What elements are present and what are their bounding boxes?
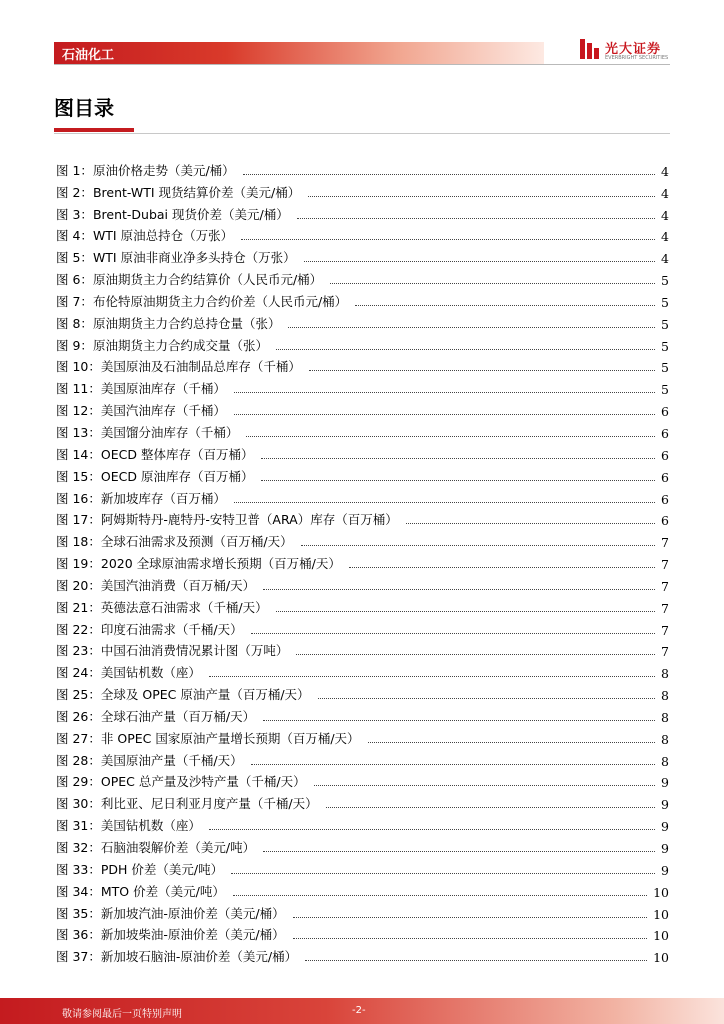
toc-entry-page: 7 xyxy=(661,578,669,594)
section-label: 石油化工 xyxy=(62,48,115,63)
toc-entry-label: 图 2： xyxy=(56,184,93,200)
brand-logo xyxy=(577,37,673,67)
toc-leader-dots xyxy=(233,895,647,896)
toc-entry[interactable] xyxy=(56,790,669,812)
toc-entry-title: WTI 原油非商业净多头持仓（万张） xyxy=(92,250,296,266)
toc-entry-page: 8 xyxy=(661,666,669,682)
toc-entry-title: 原油期货主力合约结算价（人民币元/桶） xyxy=(92,272,323,288)
toc-entry[interactable] xyxy=(56,179,669,201)
toc-entry-title: 新加坡汽油-原油价差（美元/桶） xyxy=(100,905,285,921)
toc-leader-dots xyxy=(234,502,655,503)
toc-entry-page: 6 xyxy=(661,404,669,420)
toc-entry-page: 5 xyxy=(661,273,669,289)
toc-leader-dots xyxy=(330,283,655,284)
figure-table-of-contents xyxy=(56,157,669,965)
toc-entry-page: 9 xyxy=(661,775,669,791)
toc-entry-title: 全球石油产量（百万桶/天） xyxy=(100,708,256,724)
toc-entry-label: 图 5： xyxy=(56,250,93,266)
brand-mark-icon xyxy=(577,37,601,61)
toc-leader-dots xyxy=(301,545,655,546)
toc-entry[interactable] xyxy=(56,375,669,397)
toc-entry-page: 7 xyxy=(661,600,669,616)
toc-entry-title: Brent-WTI 现货结算价差（美元/桶） xyxy=(92,184,301,200)
toc-leader-dots xyxy=(305,960,647,961)
toc-leader-dots xyxy=(355,305,655,306)
toc-leader-dots xyxy=(296,654,655,655)
toc-entry[interactable] xyxy=(56,638,669,660)
toc-entry-page: 6 xyxy=(661,513,669,529)
toc-entry-label: 图 29： xyxy=(56,774,101,790)
toc-entry-label: 图 9： xyxy=(56,337,93,353)
toc-entry-title: 美国原油库存（千桶） xyxy=(100,381,226,397)
toc-entry-page: 8 xyxy=(661,688,669,704)
toc-entry-label: 图 24： xyxy=(56,665,101,681)
toc-entry-label: 图 37： xyxy=(56,949,101,965)
toc-entry-title: 原油期货主力合约总持仓量（张） xyxy=(92,315,281,331)
toc-leader-dots xyxy=(309,370,655,371)
toc-entry-title: 阿姆斯特丹-鹿特丹-安特卫普（ARA）库存（百万桶） xyxy=(100,512,398,528)
toc-leader-dots xyxy=(263,720,655,721)
toc-entry[interactable] xyxy=(56,397,669,419)
toc-entry-label: 图 20： xyxy=(56,577,101,593)
toc-entry-title: 美国原油及石油制品总库存（千桶） xyxy=(100,359,301,375)
header-band xyxy=(54,42,544,64)
toc-leader-dots xyxy=(297,218,655,219)
toc-entry-page: 6 xyxy=(661,469,669,485)
toc-entry-title: 美国钻机数（座） xyxy=(100,818,201,834)
toc-entry-label: 图 25： xyxy=(56,687,101,703)
toc-entry-title: OECD 整体库存（百万桶） xyxy=(100,446,254,462)
toc-entry-label: 图 33： xyxy=(56,861,101,877)
toc-leader-dots xyxy=(406,523,655,524)
toc-entry[interactable] xyxy=(56,157,669,179)
toc-entry-label: 图 19： xyxy=(56,556,101,572)
toc-entry-title: OPEC 总产量及沙特产量（千桶/天） xyxy=(100,774,306,790)
toc-leader-dots xyxy=(276,611,655,612)
toc-entry-label: 图 4： xyxy=(56,228,93,244)
footer-disclaimer: 敬请参阅最后一页特别声明 xyxy=(62,1009,182,1020)
toc-entry-label: 图 11： xyxy=(56,381,101,397)
toc-leader-dots xyxy=(234,392,655,393)
toc-entry-page: 4 xyxy=(661,207,669,223)
toc-entry-page: 5 xyxy=(661,360,669,376)
toc-entry-label: 图 3： xyxy=(56,206,93,222)
toc-entry-label: 图 35： xyxy=(56,905,101,921)
toc-entry-title: WTI 原油总持仓（万张） xyxy=(92,228,234,244)
toc-leader-dots xyxy=(251,633,655,634)
toc-entry-page: 5 xyxy=(661,338,669,354)
toc-entry-title: 利比亚、尼日利亚月度产量（千桶/天） xyxy=(100,796,318,812)
toc-leader-dots xyxy=(308,196,655,197)
toc-leader-dots xyxy=(314,785,655,786)
toc-leader-dots xyxy=(293,938,647,939)
toc-entry[interactable] xyxy=(56,507,669,529)
toc-entry-label: 图 7： xyxy=(56,293,93,309)
toc-entry[interactable] xyxy=(56,922,669,944)
toc-entry-page: 4 xyxy=(661,251,669,267)
toc-entry-label: 图 31： xyxy=(56,818,101,834)
toc-leader-dots xyxy=(261,480,655,481)
toc-entry-page: 7 xyxy=(661,644,669,660)
toc-entry-page: 7 xyxy=(661,557,669,573)
toc-entry[interactable] xyxy=(56,659,669,681)
toc-entry-page: 9 xyxy=(661,841,669,856)
toc-entry[interactable] xyxy=(56,288,669,310)
toc-entry-page: 4 xyxy=(661,163,669,179)
toc-leader-dots xyxy=(276,349,655,350)
toc-entry[interactable] xyxy=(56,266,669,288)
toc-leader-dots xyxy=(263,589,655,590)
toc-entry[interactable] xyxy=(56,572,669,594)
toc-leader-dots xyxy=(231,873,655,874)
toc-leader-dots xyxy=(251,764,655,765)
toc-entry-title: 石脑油裂解价差（美元/吨） xyxy=(100,840,256,855)
toc-entry-page: 4 xyxy=(661,229,669,245)
toc-entry-title: PDH 价差（美元/吨） xyxy=(100,861,224,877)
toc-leader-dots xyxy=(243,174,655,175)
page-number: -2- xyxy=(352,1005,366,1016)
toc-entry-title: 印度石油需求（千桶/天） xyxy=(100,621,243,637)
toc-entry-label: 图 10： xyxy=(56,359,101,375)
toc-entry-label: 图 34： xyxy=(56,883,101,899)
toc-leader-dots xyxy=(263,851,655,852)
toc-leader-dots xyxy=(293,917,647,918)
toc-entry-label: 图 36： xyxy=(56,927,101,943)
toc-entry-label: 图 16： xyxy=(56,490,101,506)
toc-entry-title: 全球石油需求及预测（百万桶/天） xyxy=(100,534,293,550)
toc-entry-title: 新加坡柴油-原油价差（美元/桶） xyxy=(100,927,285,943)
toc-entry[interactable] xyxy=(56,681,669,703)
toc-entry[interactable] xyxy=(56,485,669,507)
toc-entry[interactable] xyxy=(56,616,669,638)
toc-entry-title: 新加坡库存（百万桶） xyxy=(100,490,226,506)
toc-leader-dots xyxy=(288,327,655,328)
toc-entry-title: 美国汽油消费（百万桶/天） xyxy=(100,577,256,593)
toc-entry-page: 4 xyxy=(661,185,669,201)
toc-entry-page: 5 xyxy=(661,316,669,332)
toc-leader-dots xyxy=(261,458,655,459)
toc-entry-page: 10 xyxy=(653,950,669,966)
toc-entry-label: 图 13： xyxy=(56,424,101,440)
toc-entry-label: 图 26： xyxy=(56,708,101,724)
toc-entry-page: 9 xyxy=(661,797,669,813)
toc-entry-title: 美国汽油库存（千桶） xyxy=(100,403,226,419)
toc-entry-page: 9 xyxy=(661,862,669,878)
toc-entry[interactable] xyxy=(56,528,669,550)
toc-entry[interactable] xyxy=(56,594,669,616)
toc-entry-page: 7 xyxy=(661,535,669,551)
toc-leader-dots xyxy=(318,698,655,699)
toc-entry-page: 8 xyxy=(661,709,669,725)
toc-entry-title: 布伦特原油期货主力合约价差（人民币元/桶） xyxy=(92,293,348,309)
toc-leader-dots xyxy=(209,676,655,677)
toc-entry[interactable] xyxy=(56,310,669,332)
toc-entry[interactable] xyxy=(56,834,669,856)
toc-entry-title: MTO 价差（美元/吨） xyxy=(100,883,225,899)
toc-entry-page: 9 xyxy=(661,819,669,835)
toc-entry-title: 美国馏分油库存（千桶） xyxy=(100,424,239,440)
toc-entry[interactable] xyxy=(56,419,669,441)
toc-entry-title: 全球及 OPEC 原油产量（百万桶/天） xyxy=(100,687,310,703)
toc-entry-title: 英德法意石油需求（千桶/天） xyxy=(100,599,268,615)
toc-entry[interactable] xyxy=(56,441,669,463)
toc-entry-title: 新加坡石脑油-原油价差（美元/桶） xyxy=(100,949,298,965)
toc-entry-label: 图 22： xyxy=(56,621,101,637)
toc-entry[interactable] xyxy=(56,900,669,922)
toc-entry-title: 原油期货主力合约成交量（张） xyxy=(92,337,268,353)
toc-entry-page: 8 xyxy=(661,753,669,769)
brand-name: 光大证券 xyxy=(605,42,662,57)
toc-entry-label: 图 21： xyxy=(56,599,101,615)
toc-entry-page: 6 xyxy=(661,425,669,441)
toc-entry-page: 5 xyxy=(661,382,669,398)
toc-entry-title: Brent-Dubai 现货价差（美元/桶） xyxy=(92,206,289,222)
toc-entry-label: 图 23： xyxy=(56,643,101,659)
toc-entry[interactable] xyxy=(56,332,669,354)
toc-entry-title: 2020 全球原油需求增长预期（百万桶/天） xyxy=(100,556,341,572)
toc-entry-label: 图 12： xyxy=(56,403,101,419)
toc-entry-title: 美国原油产量（千桶/天） xyxy=(100,752,243,768)
toc-entry[interactable] xyxy=(56,747,669,769)
toc-entry-page: 6 xyxy=(661,491,669,507)
toc-entry[interactable] xyxy=(56,201,669,223)
toc-entry-page: 10 xyxy=(653,906,669,922)
toc-entry-label: 图 6： xyxy=(56,272,93,288)
toc-entry-page: 6 xyxy=(661,447,669,463)
toc-entry[interactable] xyxy=(56,812,669,834)
toc-leader-dots xyxy=(234,414,655,415)
toc-entry[interactable] xyxy=(56,878,669,900)
toc-entry-title: 原油价格走势（美元/桶） xyxy=(92,162,235,178)
toc-entry[interactable] xyxy=(56,943,669,965)
toc-entry[interactable] xyxy=(56,856,669,878)
toc-entry-page: 10 xyxy=(653,884,669,900)
toc-entry-title: 中国石油消费情况累计图（万吨） xyxy=(100,643,289,659)
toc-entry[interactable] xyxy=(56,703,669,725)
toc-entry[interactable] xyxy=(56,769,669,791)
toc-entry-title: 非 OPEC 国家原油产量增长预期（百万桶/天） xyxy=(100,730,360,746)
toc-entry-page: 8 xyxy=(661,731,669,747)
title-rule xyxy=(54,133,670,134)
toc-leader-dots xyxy=(241,239,655,240)
toc-leader-dots xyxy=(349,567,655,568)
toc-entry[interactable] xyxy=(56,463,669,485)
toc-leader-dots xyxy=(368,742,655,743)
toc-entry-label: 图 15： xyxy=(56,468,101,484)
toc-entry-label: 图 17： xyxy=(56,512,101,528)
toc-leader-dots xyxy=(326,807,655,808)
toc-leader-dots xyxy=(246,436,655,437)
toc-entry[interactable] xyxy=(56,223,669,245)
toc-entry-page: 5 xyxy=(661,294,669,310)
toc-entry-page: 7 xyxy=(661,622,669,638)
toc-entry-label: 图 28： xyxy=(56,752,101,768)
toc-entry-label: 图 27： xyxy=(56,730,101,746)
toc-entry-page: 10 xyxy=(653,928,669,944)
brand-subtitle: EVERBRIGHT SECURITIES xyxy=(605,55,669,61)
toc-entry-label: 图 30： xyxy=(56,796,101,812)
toc-entry-label: 图 18： xyxy=(56,534,101,550)
toc-entry[interactable] xyxy=(56,550,669,572)
toc-entry-label: 图 8： xyxy=(56,315,93,331)
toc-entry-label: 图 14： xyxy=(56,446,101,462)
title-accent-rule xyxy=(54,128,134,132)
toc-leader-dots xyxy=(209,829,655,830)
toc-entry-label: 图 32： xyxy=(56,840,101,855)
page-title: 图目录 xyxy=(54,96,114,120)
toc-entry-title: OECD 原油库存（百万桶） xyxy=(100,468,254,484)
toc-entry[interactable] xyxy=(56,244,669,266)
toc-entry-label: 图 1： xyxy=(56,162,93,178)
toc-entry[interactable] xyxy=(56,725,669,747)
toc-entry[interactable] xyxy=(56,354,669,376)
toc-leader-dots xyxy=(304,261,655,262)
toc-entry-title: 美国钻机数（座） xyxy=(100,665,201,681)
